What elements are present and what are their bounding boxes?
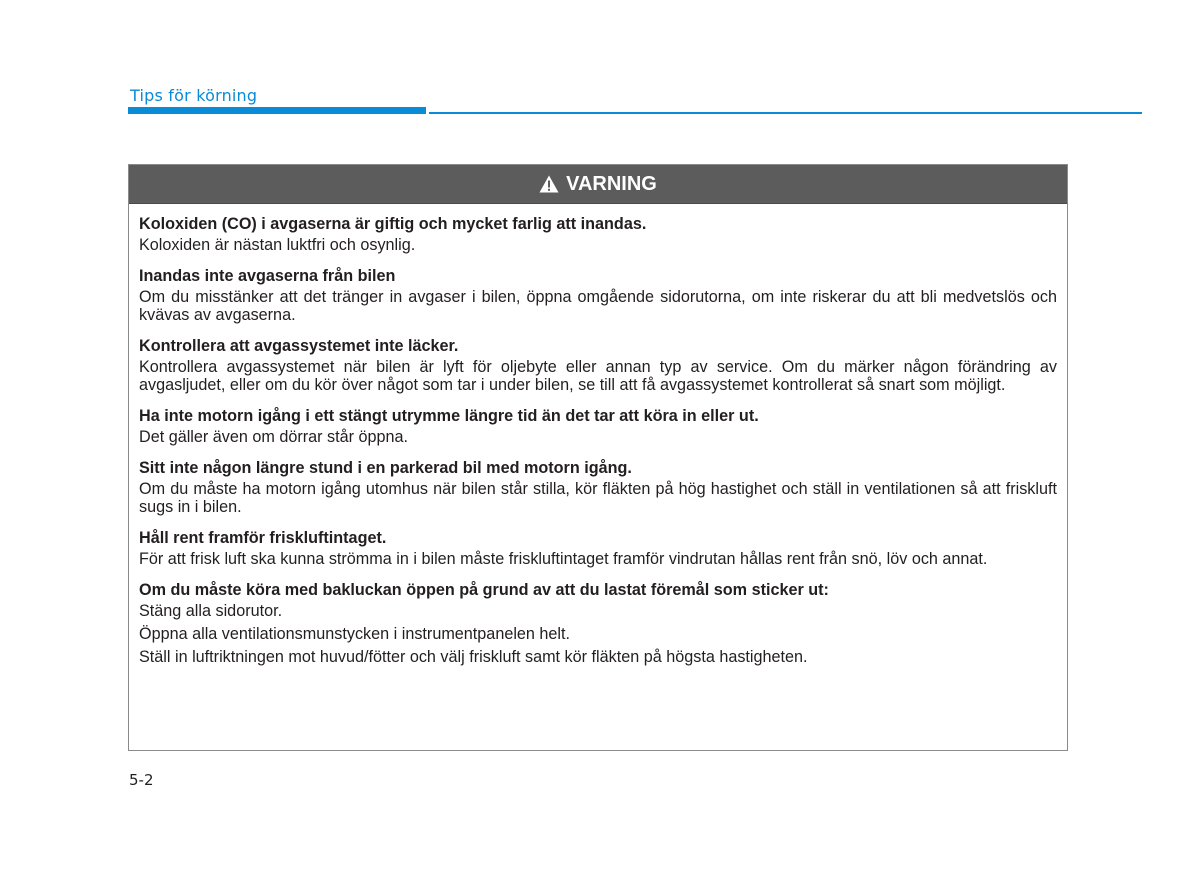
warning-paragraph: [139, 266, 1057, 324]
warning-paragraph: [139, 458, 1057, 516]
warning-heading-bar: [129, 165, 1067, 204]
paragraph-text: Koloxiden är nästan luktfri och osynlig.: [139, 236, 416, 254]
paragraph-text: Om du misstänker att det tränger in avgaser i bilen, öppna omgående sidorutorna, om inte riskerar du att bli medvetslös och kvävas av avgaserna.: [139, 288, 1057, 324]
warning-paragraph: [139, 214, 1057, 254]
warning-triangle-icon: [539, 175, 559, 193]
warning-paragraph-final: [139, 580, 1057, 669]
header-rule-thin: [429, 112, 1142, 114]
instruction-line: Stäng alla sidorutor.: [139, 602, 283, 620]
instruction-line: Ställ in luftriktningen mot huvud/fötter och välj friskluft samt kör fläkten på högsta hastigheten.: [139, 648, 808, 666]
paragraph-text: Det gäller även om dörrar står öppna.: [139, 428, 409, 446]
warning-heading: VARNING: [566, 172, 657, 195]
instruction-line: Öppna alla ventilationsmunstycken i instrumentpanelen helt.: [139, 625, 571, 643]
section-title: Tips för körning: [130, 86, 258, 105]
warning-paragraph: [139, 528, 1057, 568]
paragraph-title: Håll rent framför friskluftintaget.: [139, 529, 387, 547]
warning-paragraph: [139, 336, 1057, 394]
warning-paragraph: [139, 406, 1057, 446]
paragraph-title: Inandas inte avgaserna från bilen: [139, 267, 396, 285]
warning-body: [129, 204, 1067, 669]
header-rule-thick: [128, 107, 426, 114]
paragraph-title: Koloxiden (CO) i avgaserna är giftig och mycket farlig att inandas.: [139, 215, 647, 233]
paragraph-title: Kontrollera att avgassystemet inte läcker.: [139, 337, 459, 355]
paragraph-text: Om du måste ha motorn igång utomhus när bilen står stilla, kör fläkten på hög hastighet och ställ in ventilationen så att friskluft sugs in i bilen.: [139, 480, 1057, 516]
page-number: 5-2: [129, 771, 154, 789]
paragraph-title: Om du måste köra med bakluckan öppen på grund av att du lastat föremål som sticker ut:: [139, 581, 829, 599]
paragraph-text: För att frisk luft ska kunna strömma in i bilen måste friskluftintaget framför vindrutan hållas rent från snö, löv och annat.: [139, 550, 988, 568]
paragraph-title: Sitt inte någon längre stund i en parkerad bil med motorn igång.: [139, 459, 632, 477]
paragraph-title: Ha inte motorn igång i ett stängt utrymme längre tid än det tar att köra in eller ut.: [139, 407, 759, 425]
paragraph-text: Kontrollera avgassystemet när bilen är lyft för oljebyte eller annan typ av service. Om du märker någon förändring av avgasljudet, eller om du kör över något som tar i under bilen, se till att få avgassystemet kontrollerat så snart som möjligt.: [139, 358, 1057, 394]
warning-box: [128, 164, 1068, 751]
